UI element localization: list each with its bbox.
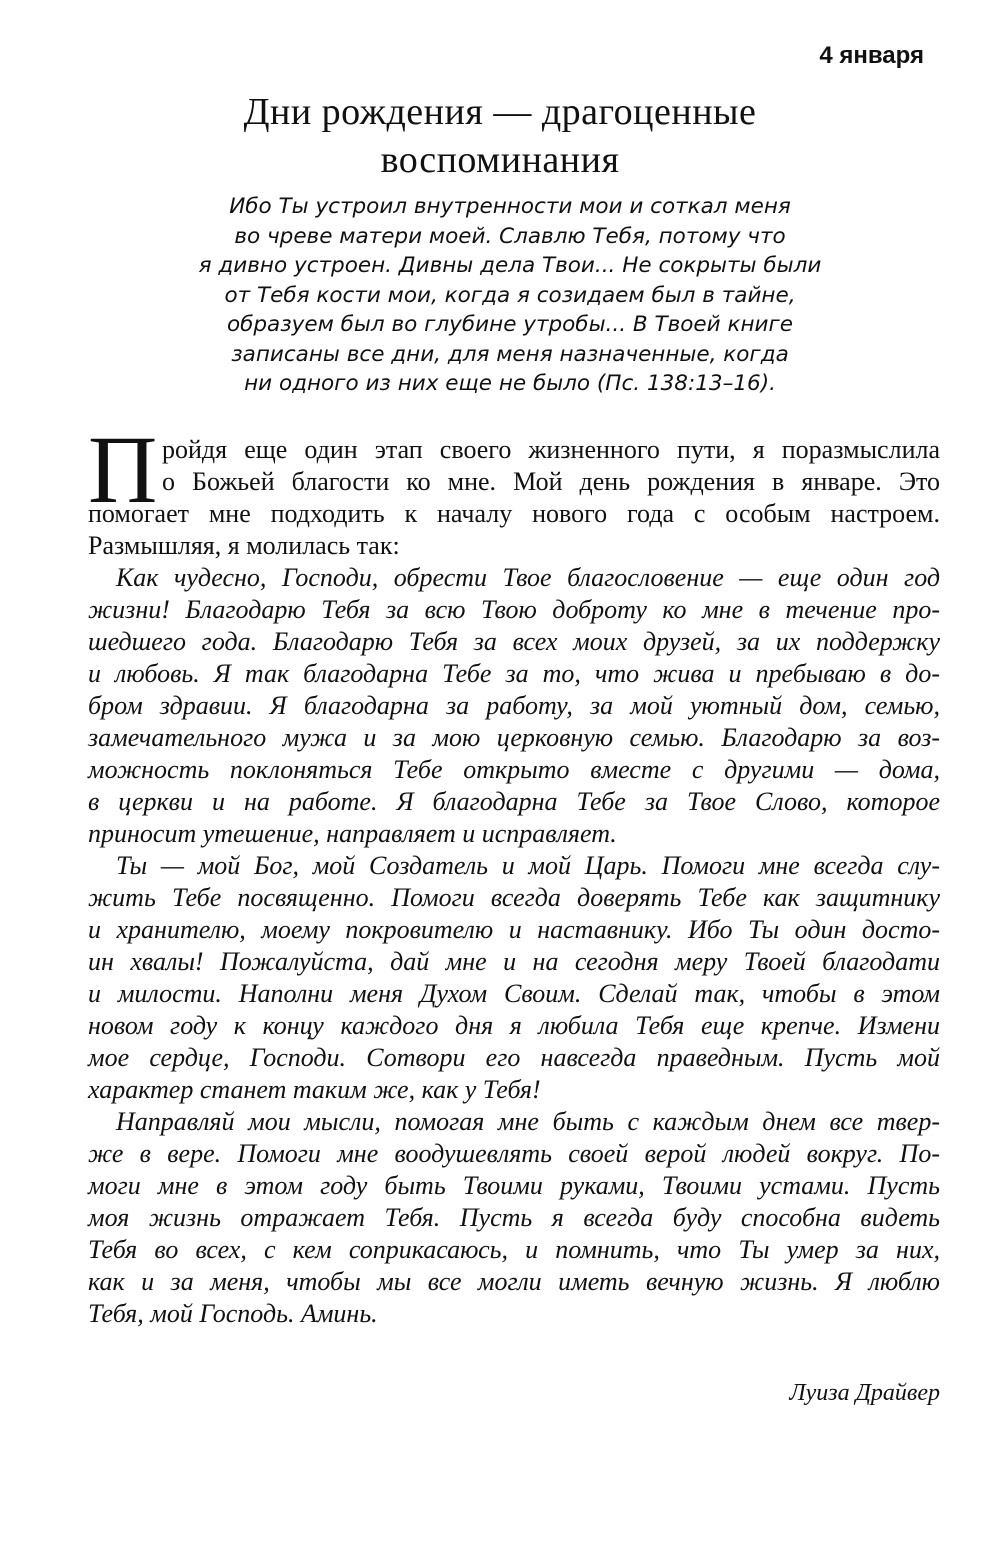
drop-cap: П [88, 416, 158, 523]
body-text [88, 416, 940, 1330]
text-line: Как чудесно, Господи, обрести Твое благословение — еще один год [116, 563, 940, 592]
text-line: приносит утешение, направляет и исправляет. [88, 819, 617, 848]
text-line: бром здравии. Я благодарна за работу, за мой уютный дом, семью, [88, 691, 940, 720]
page-title [60, 88, 940, 184]
title-line: воспоминания [380, 139, 620, 181]
text-line: о Божьей благости ко мне. Мой день рождения в январе. Это [162, 467, 940, 496]
epigraph-line: я дивно устроен. Дивны дела Твои... Не сокрыты были [198, 253, 822, 278]
text-line: ройдя еще один этап своего жизненного пути, я поразмыслила [162, 435, 940, 464]
text-line: можность поклоняться Тебе открыто вместе с другими — дома, [88, 755, 940, 784]
text-line: как и за меня, чтобы мы все могли иметь вечную жизнь. Я люблю [88, 1267, 940, 1296]
text-line: и милости. Наполни меня Духом Своим. Сделай так, чтобы в этом [88, 979, 940, 1008]
title-line: Дни рождения — драгоценные [243, 91, 757, 133]
paragraph-prayer-1 [88, 562, 940, 850]
epigraph-line: во чреве матери моей. Славлю Тебя, потому что [234, 223, 786, 249]
text-line: новом году к концу каждого дня я любила Тебя еще крепче. Измени [88, 1011, 940, 1040]
epigraph-line: образуем был во глубине утробы... В Твоей книге [227, 312, 793, 337]
text-line: жизни! Благодарю Тебя за всю Твою доброту ко мне в течение про- [88, 595, 940, 624]
text-line: мое сердце, Господи. Сотвори его навсегда праведным. Пусть мой [88, 1043, 940, 1072]
epigraph-line: ни одного из них еще не было (Пс. 138:13–16). [244, 371, 776, 396]
epigraph-line: записаны все дни, для меня назначенные, когда [231, 341, 789, 367]
text-line: ин хвалы! Пожалуйста, дай мне и на сегодня меру Твоей благодати [88, 947, 940, 976]
text-line: и любовь. Я так благодарна Тебе за то, что жива и пребываю в до- [88, 659, 940, 688]
text-line: же в вере. Помоги мне воодушевлять своей верой людей вокруг. По- [88, 1139, 940, 1168]
text-line: Тебя во всех, с кем соприкасаюсь, и помнить, что Ты умер за них, [88, 1235, 940, 1264]
text-line: Размышляя, я молилась так: [88, 531, 400, 560]
text-line: Тебя, мой Господь. Аминь. [88, 1299, 378, 1328]
text-line: помогает мне подходить к началу нового года с особым настроем. [88, 499, 940, 528]
text-line: в церкви и на работе. Я благодарна Тебе за Твое Слово, которое [88, 787, 940, 816]
epigraph [90, 192, 930, 399]
paragraph-prayer-2 [88, 850, 940, 1106]
text-line: и хранителю, моему покровителю и наставнику. Ибо Ты один досто- [88, 915, 940, 944]
text-line: Направляй мои мысли, помогая мне быть с каждым днем все твер- [116, 1107, 940, 1136]
text-line: моя жизнь отражает Тебя. Пусть я всегда буду способна видеть [88, 1203, 940, 1232]
paragraph-intro [88, 416, 940, 562]
text-line: моги мне в этом году быть Твоими руками, Твоими устами. Пусть [88, 1171, 940, 1200]
text-line: шедшего года. Благодарю Тебя за всех моих друзей, за их поддержку [88, 627, 940, 656]
text-line: жить Тебе посвященно. Помоги всегда доверять Тебе как защитнику [88, 883, 940, 912]
epigraph-line: от Тебя кости мои, когда я созидаем был в тайне, [224, 282, 796, 308]
page-date: 4 января [819, 42, 924, 69]
epigraph-line: Ибо Ты устроил внутренности мои и соткал меня [229, 194, 791, 219]
author-signature: Луиза Драйвер [789, 1380, 940, 1406]
text-line: замечательного мужа и за мою церковную семью. Благодарю за воз- [88, 723, 940, 752]
text-line: Ты — мой Бог, мой Создатель и мой Царь. Помоги мне всегда слу- [116, 851, 940, 880]
text-line: характер станет таким же, как у Тебя! [88, 1075, 541, 1104]
paragraph-prayer-3 [88, 1106, 940, 1330]
